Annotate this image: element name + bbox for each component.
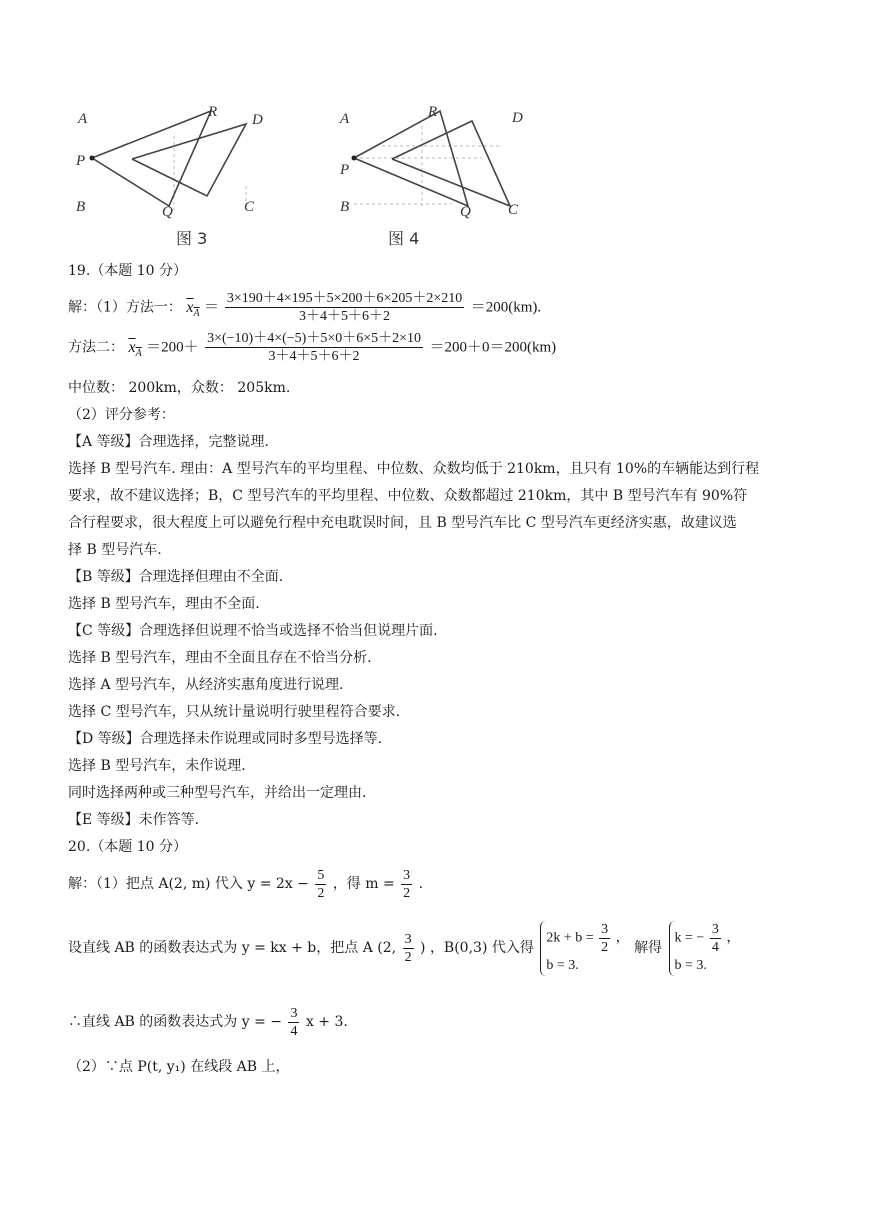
fig3-label-r: R xyxy=(208,104,218,120)
q19-grade-b: 【B 等级】合理选择但理由不全面. xyxy=(68,569,284,585)
fig4-label-a: A xyxy=(340,111,350,127)
q20-l2-a: 设直线 AB 的函数表达式为 y = kx + b，把点 A xyxy=(68,940,373,956)
q19-m1-fraction xyxy=(225,290,464,325)
fig4-label-p: P xyxy=(340,162,350,178)
q19-grade-b-line1: 选择 B 型号汽车，理由不全面. xyxy=(68,596,260,612)
fig4-label-d: D xyxy=(512,110,523,126)
frac-den: 2 xyxy=(317,885,325,901)
sys1-r1-text: 2k + b = xyxy=(546,930,594,946)
sys1-fraction xyxy=(599,921,610,956)
q20-l1-fraction-2 xyxy=(401,867,412,902)
equation-system-2 xyxy=(669,921,741,976)
sys2-r1-end: ， xyxy=(726,930,741,946)
q20-l1-b: ，得 m = xyxy=(332,876,395,892)
q19-method-2 xyxy=(68,330,556,371)
q20-l1-fraction-1 xyxy=(315,867,326,902)
q20-l1-end: . xyxy=(418,876,424,892)
figure-4 xyxy=(332,96,552,252)
frac-num: 3 xyxy=(711,921,719,937)
q20-line3 xyxy=(68,1004,348,1040)
system2-row2: b = 3. xyxy=(674,957,707,973)
q20-l2-b: ，B(0,3) 代入得 xyxy=(429,940,534,956)
q20-line2 xyxy=(68,918,740,978)
q20-l2-fraction xyxy=(403,931,414,966)
q19-grade-c: 【C 等级】合理选择但说理不恰当或选择不恰当但说理片面. xyxy=(68,623,438,639)
q20-header: 20.（本题 10 分） xyxy=(68,839,187,855)
fig3-label-q: Q xyxy=(162,204,173,220)
sys2-r1-text: k = − xyxy=(674,930,705,946)
fig3-label-b: B xyxy=(76,199,86,215)
fig4-label-b: B xyxy=(340,199,350,215)
q19-grade-a: 【A 等级】合理选择，完整说理. xyxy=(68,434,270,450)
q20-line1 xyxy=(68,866,423,902)
xbar-a-symbol: $x_A$ xyxy=(186,298,200,319)
fig3-caption: 图 3 xyxy=(176,229,208,248)
fig4-caption: 图 4 xyxy=(388,229,420,248)
q19-m2-result: ＝200＋0＝200(km) xyxy=(429,339,557,356)
frac-num: 3 xyxy=(403,867,411,883)
q19-grade-c-line3: 选择 C 型号汽车，只从统计量说明行驶里程符合要求. xyxy=(68,704,401,720)
q19-median-mode: 中位数： 200km，众数： 205km. xyxy=(68,380,291,396)
fig4-label-q: Q xyxy=(460,204,471,220)
q19-m2-prefix: 方法二： xyxy=(68,339,124,356)
q19-grade-a-line4: 择 B 型号汽车. xyxy=(68,542,162,558)
q20-l3-b: x + 3. xyxy=(305,1014,348,1030)
q20-l1-a: 解：（1）把点 A(2, m) 代入 y = 2x − xyxy=(68,876,309,892)
system1-row1 xyxy=(546,921,629,956)
fig3-label-d: D xyxy=(252,112,263,128)
frac-num: 3 xyxy=(290,1005,298,1021)
sys1-r1-end: ， xyxy=(615,930,630,946)
figure-3 xyxy=(66,96,286,252)
frac-num: 3 xyxy=(404,931,412,947)
q19-part2: （2）评分参考： xyxy=(68,407,175,423)
q19-grade-a-line1: 选择 B 型号汽车. 理由：A 型号汽车的平均里程、中位数、众数均低于 210km，且只有 10%的车辆能达到行程 xyxy=(68,461,760,477)
q20-l2-c: 解得 xyxy=(634,940,663,956)
q20-line4: （2）∵点 P(t, y₁) 在线段 AB 上， xyxy=(68,1059,290,1075)
q19-solve-prefix: 解：（1）方法一： xyxy=(68,299,182,316)
frac-den: 4 xyxy=(711,939,719,955)
system2-row1 xyxy=(675,921,741,956)
q19-m2-denominator: 3＋4＋5＋6＋2 xyxy=(268,349,360,364)
fig3-label-p: P xyxy=(76,153,86,169)
frac-num: 3 xyxy=(601,921,609,937)
fig4-label-c: C xyxy=(508,202,519,218)
frac-den: 4 xyxy=(290,1023,298,1039)
q19-m2-numerator: 3×(−10)＋4×(−5)＋5×0＋6×5＋2×10 xyxy=(207,331,422,346)
q19-m1-numerator: 3×190＋4×195＋5×200＋6×205＋2×210 xyxy=(226,291,463,306)
q19-grade-c-line1: 选择 B 型号汽车，理由不全面且存在不恰当分析. xyxy=(68,650,372,666)
q19-grade-d-line2: 同时选择两种或三种型号汽车，并给出一定理由. xyxy=(68,785,367,801)
sys2-fraction xyxy=(710,921,721,956)
q19-m1-denominator: 3＋4＋5＋6＋2 xyxy=(299,309,391,324)
q19-grade-d: 【D 等级】合理选择未作说理或同时多型号选择等. xyxy=(68,731,383,747)
q20-l3-a: ∴直线 AB 的函数表达式为 y = − xyxy=(68,1014,283,1030)
equation-system-1 xyxy=(540,921,629,976)
q20-l2-point-end: ) xyxy=(420,940,426,956)
frac-den: 2 xyxy=(404,949,412,965)
q19-method-1: 解：（1）方法一： $x_A$ ＝ $\frac{3\times 190+4\times 195+5\times 200+6\times 205+2\times 210}{3+4+5+6+2}$ ＝200(km). xyxy=(68,291,542,324)
xbar-a-symbol-2: $x_A$ xyxy=(128,338,142,359)
figure-3-diagram xyxy=(66,96,286,252)
figure-4-diagram xyxy=(332,96,552,252)
q19-header: 19.（本题 10 分） xyxy=(68,263,187,279)
q19-grade-a-line2: 要求，故不建议选择；B，C 型号汽车的平均里程、中位数、众数都超过 210km，其中 B 型号汽车有 90%符 xyxy=(68,488,748,504)
q20-l2-point: (2, xyxy=(377,940,397,956)
q19-grade-a-line3: 合行程要求，很大程度上可以避免行程中充电耽误时间，且 B 型号汽车比 C 型号汽车更经济实惠，故建议选 xyxy=(68,515,737,531)
fig4-label-r: R xyxy=(428,104,438,120)
frac-num: 5 xyxy=(317,867,325,883)
q20-l3-fraction xyxy=(288,1005,299,1040)
q19-m2-lead: ＝200＋ xyxy=(146,339,199,356)
q19-m1-result: ＝200(km). xyxy=(470,299,542,316)
frac-den: 2 xyxy=(601,939,609,955)
q19-m2-fraction xyxy=(205,330,423,365)
fig3-label-a: A xyxy=(78,111,88,127)
q19-grade-d-line1: 选择 B 型号汽车，未作说理. xyxy=(68,758,246,774)
system1-row2: b = 3. xyxy=(546,957,579,973)
fig3-label-c: C xyxy=(244,199,255,215)
q19-grade-c-line2: 选择 A 型号汽车，从经济实惠角度进行说理. xyxy=(68,677,344,693)
q19-grade-e: 【E 等级】未作答等. xyxy=(68,812,200,828)
frac-den: 2 xyxy=(403,885,411,901)
